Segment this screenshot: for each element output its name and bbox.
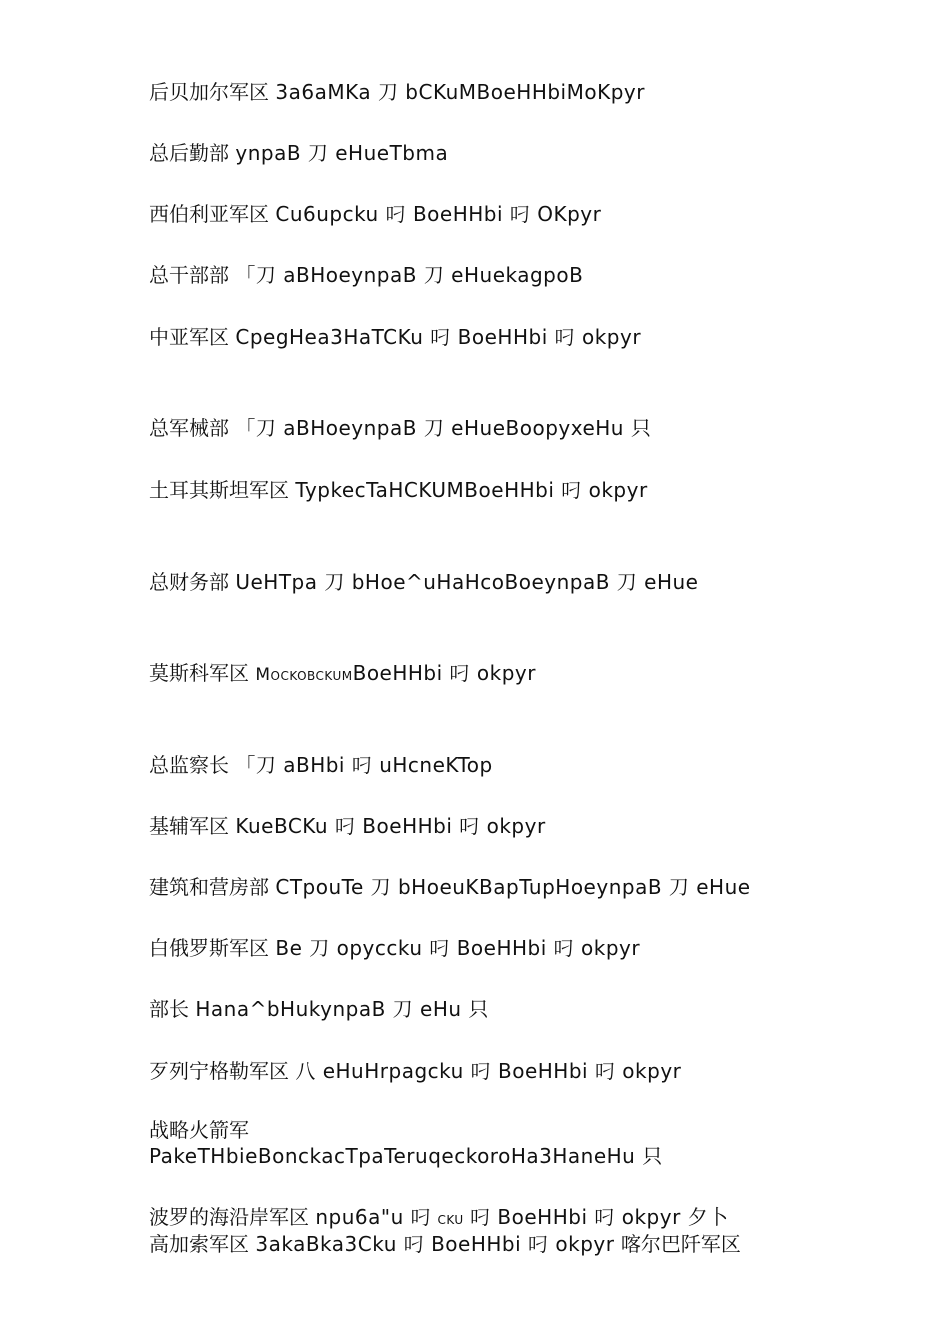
line-zh: 战略火箭军 — [149, 1118, 249, 1142]
line-zh: 建筑和营房部 — [149, 875, 269, 899]
text-line-7 — [149, 477, 648, 503]
line-ru: 3a6aMKa 刀 bCKuMBoeHHbiMoKpyr — [275, 80, 645, 104]
line-zh: 西伯利亚军区 — [149, 202, 269, 226]
line-zh: 部长 — [149, 997, 189, 1021]
text-line-19 — [149, 1231, 741, 1257]
line-ru: Cu6upcku 叼 BoeHHbi 叼 OKpyr — [275, 202, 602, 226]
text-line-1 — [149, 79, 645, 105]
line-ru: 「刀 aBHoeynpaB 刀 eHuekagpoB — [235, 263, 584, 287]
line-ru-small-caps: cku — [437, 1209, 464, 1229]
line-ru-small-caps: Mockobckum — [255, 665, 353, 685]
text-line-10 — [149, 752, 493, 778]
text-line-6 — [149, 415, 651, 441]
line-zh: 基辅军区 — [149, 814, 229, 838]
line-zh: 后贝加尔军区 — [149, 80, 269, 104]
line-ru: PakeTHbieBonckacTpaTeruqeckoroHa3HaneHu 只 — [149, 1144, 663, 1168]
line-zh: 波罗的海沿岸军区 — [149, 1205, 309, 1229]
text-line-18 — [149, 1204, 729, 1232]
line-ru: Be 刀 opyccku 叼 BoeHHbi 叼 okpyr — [275, 936, 641, 960]
line-ru: KueBCKu 叼 BoeHHbi 叼 okpyr — [235, 814, 546, 838]
text-line-12 — [149, 874, 751, 900]
text-line-8 — [149, 569, 698, 595]
text-line-13 — [149, 935, 640, 961]
line-ru: UeHTpa 刀 bHoe^uHaHcoBoeynpaB 刀 eHue — [235, 570, 699, 594]
line-ru: 「刀 aBHoeynpaB 刀 eHueBoopyxeHu 只 — [235, 416, 652, 440]
line-zh: 土耳其斯坦军区 — [149, 478, 289, 502]
text-line-11 — [149, 813, 546, 839]
line-zh: 总财务部 — [149, 570, 229, 594]
text-line-14 — [149, 996, 489, 1022]
text-line-17 — [149, 1143, 663, 1169]
line-zh: 高加索军区 — [149, 1232, 249, 1256]
line-zh: 莫斯科军区 — [149, 661, 249, 685]
line-ru: 「刀 aBHbi 叼 uHcneKTop — [235, 753, 493, 777]
line-ru: Hana^bHukynpaB 刀 eHu 只 — [195, 997, 489, 1021]
line-ru: TypkecTaHCKUMBoeHHbi 叼 okpyr — [295, 478, 648, 502]
line-ru: npu6a"u 叼 — [315, 1205, 432, 1229]
line-zh: 总监察长 — [149, 753, 229, 777]
line-zh: 白俄罗斯军区 — [149, 936, 269, 960]
line-zh: 总军械部 — [149, 416, 229, 440]
line-zh: 中亚军区 — [149, 325, 229, 349]
text-line-9 — [149, 660, 536, 688]
line-ru: ynpaB 刀 eHueTbma — [235, 141, 449, 165]
text-line-2 — [149, 140, 448, 166]
line-zh: 歹列宁格勒军区 — [149, 1059, 289, 1083]
line-ru: CpegHea3HaTCKu 叼 BoeHHbi 叼 okpyr — [235, 325, 642, 349]
text-line-5 — [149, 324, 641, 350]
text-line-16 — [149, 1117, 249, 1143]
line-ru: 3akaBka3Cku 叼 BoeHHbi 叼 okpyr — [255, 1232, 615, 1256]
line-ru: BoeHHbi 叼 okpyr — [352, 661, 536, 685]
text-line-4 — [149, 262, 583, 288]
text-line-3 — [149, 201, 601, 227]
line-zh: 总后勤部 — [149, 141, 229, 165]
line-ru: 八 eHuHrpagcku 叼 BoeHHbi 叼 okpyr — [295, 1059, 682, 1083]
line-ru: CTpouTe 刀 bHoeuKBapTupHoeynpaB 刀 eHue — [275, 875, 751, 899]
text-line-15 — [149, 1058, 681, 1084]
line-zh: 总干部部 — [149, 263, 229, 287]
line-ru: 叼 BoeHHbi 叼 okpyr 夕卜 — [470, 1205, 729, 1229]
line-zh-suffix: 喀尔巴阡军区 — [620, 1232, 741, 1256]
